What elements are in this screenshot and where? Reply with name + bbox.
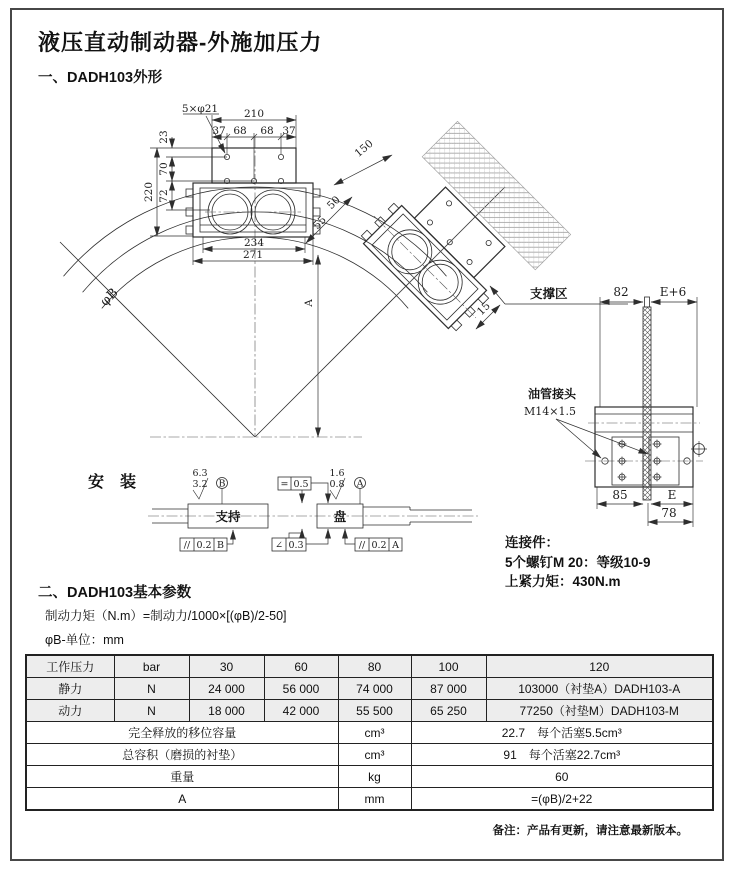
row-unit: kg — [338, 766, 411, 788]
value-cell: 18 000 — [189, 700, 264, 722]
datum-a-flag: A — [356, 478, 364, 490]
install-diagram — [88, 468, 478, 551]
value-cell: 103000（衬垫A）DADH103-A — [486, 678, 713, 700]
page-title: 液压直动制动器-外施加压力 — [38, 30, 323, 55]
connector-title: 连接件： — [505, 535, 559, 550]
dim-234: 234 — [243, 237, 265, 249]
value-cell: =(φB)/2+22 — [411, 788, 713, 811]
svg-text:0.2: 0.2 — [371, 540, 387, 551]
value-cell: 56 000 — [264, 678, 338, 700]
disc-block-label: 盘 — [333, 510, 347, 524]
value-cell: 42 000 — [264, 700, 338, 722]
row-unit: N — [114, 700, 189, 722]
row-label: 重量 — [26, 766, 338, 788]
dim-bolt-note: 5×φ21 — [181, 103, 219, 115]
roughness-disc-bottom: 0.8 — [329, 479, 345, 490]
dim-220: 220 — [143, 181, 155, 203]
svg-text:∠: ∠ — [275, 540, 283, 551]
dim-e: E — [667, 488, 677, 502]
header-cell: bar — [114, 655, 189, 678]
roughness-disc-top: 1.6 — [329, 468, 345, 479]
roughness-support-bottom: 3.2 — [192, 479, 208, 490]
roughness-support-top: 6.3 — [192, 468, 208, 479]
dim-150: 150 — [352, 137, 376, 160]
header-cell: 80 — [338, 655, 411, 678]
support-zone-label: 支撑区 — [530, 287, 568, 301]
svg-text:0.2: 0.2 — [196, 540, 212, 551]
torque-formula: 制动力矩（N.m）=制动力/1000×[(φB)/2-50] — [45, 609, 287, 623]
row-unit: N — [114, 678, 189, 700]
tolerance-frame-angularity — [272, 529, 328, 551]
dim-68a: 68 — [233, 125, 247, 137]
header-cell: 120 — [486, 655, 713, 678]
row-label: 完全释放的移位容量 — [26, 722, 338, 744]
svg-text:=: = — [280, 479, 289, 490]
svg-text://: // — [358, 540, 366, 551]
dim-e6: E+6 — [659, 285, 687, 299]
header-cell: 100 — [411, 655, 486, 678]
header-cell: 30 — [189, 655, 264, 678]
section1-heading: 一、DADH103外形 — [38, 70, 163, 86]
front-view-unit — [186, 148, 320, 237]
value-cell: 24 000 — [189, 678, 264, 700]
tolerance-frame-symmetry — [278, 477, 328, 503]
tolerance-frame-parallel-b — [180, 530, 233, 551]
header-cell: 工作压力 — [26, 655, 114, 678]
table-header-row — [26, 655, 713, 678]
datum-b-flag: B — [218, 478, 226, 490]
table-row-a-dimension — [26, 788, 713, 811]
technical-drawing — [0, 85, 736, 563]
dim-50: 50 — [324, 193, 343, 212]
connector-line2: 上紧力矩：430N.m — [505, 574, 621, 589]
table-row-total-volume — [26, 744, 713, 766]
row-unit: mm — [338, 788, 411, 811]
dim-70: 70 — [158, 162, 170, 176]
svg-text:B: B — [217, 540, 224, 551]
install-heading: 安 装 — [88, 474, 137, 491]
support-zone-callout — [475, 286, 628, 329]
header-cell: 60 — [264, 655, 338, 678]
value-cell: 65 250 — [411, 700, 486, 722]
dim-phi-b: φB — [97, 285, 122, 310]
value-cell: 77250（衬垫M）DADH103-M — [486, 700, 713, 722]
dim-37a: 37 — [212, 125, 226, 137]
svg-text:A: A — [392, 540, 399, 551]
oil-joint-thread: M14×1.5 — [524, 405, 576, 418]
side-view — [524, 285, 707, 527]
section2-heading: 二、DADH103基本参数 — [38, 585, 192, 601]
row-label: A — [26, 788, 338, 811]
unit-note: φB-单位：mm — [45, 633, 124, 647]
row-unit: cm³ — [338, 744, 411, 766]
dim-72: 72 — [158, 189, 170, 203]
dim-271: 271 — [242, 249, 264, 261]
value-cell: 87 000 — [411, 678, 486, 700]
table-row-displacement — [26, 722, 713, 744]
svg-text:0.5: 0.5 — [293, 479, 309, 490]
dim-23: 23 — [158, 130, 170, 144]
svg-text://: // — [183, 540, 191, 551]
row-unit: cm³ — [338, 722, 411, 744]
brake-disc-section — [643, 307, 651, 500]
table-row-weight — [26, 766, 713, 788]
footer-note: 备注：产品有更新，请注意最新版本。 — [492, 825, 688, 837]
svg-text:0.3: 0.3 — [288, 540, 304, 551]
value-cell: 91 每个活塞22.7cm³ — [411, 744, 713, 766]
table-row-static — [26, 678, 713, 700]
row-label: 静力 — [26, 678, 114, 700]
row-label: 动力 — [26, 700, 114, 722]
row-label: 总容积（磨损的衬垫） — [26, 744, 338, 766]
dim-85: 85 — [612, 488, 628, 502]
params-table — [25, 654, 714, 811]
oil-joint-label: 油管接头 — [528, 387, 577, 401]
table-row-dynamic — [26, 700, 713, 722]
tolerance-frame-parallel-a — [345, 529, 402, 551]
dim-68b: 68 — [260, 125, 274, 137]
dim-37b: 37 — [282, 125, 296, 137]
dim-15: 15 — [474, 299, 493, 318]
connector-line1: 5个螺钉M 20：等级10-9 — [505, 554, 651, 570]
dim-82: 82 — [613, 285, 629, 299]
brake-disc-sector — [60, 137, 505, 437]
value-cell: 22.7 每个活塞5.5cm³ — [411, 722, 713, 744]
value-cell: 55 500 — [338, 700, 411, 722]
dim-55: 55 — [310, 213, 329, 232]
connector-notes — [505, 533, 651, 592]
value-cell: 74 000 — [338, 678, 411, 700]
dim-a: A — [303, 299, 315, 307]
dim-78: 78 — [661, 506, 677, 520]
front-view-dimensions — [143, 103, 392, 265]
support-block-label: 支持 — [215, 510, 241, 524]
value-cell: 60 — [411, 766, 713, 788]
dim-210: 210 — [243, 108, 265, 120]
